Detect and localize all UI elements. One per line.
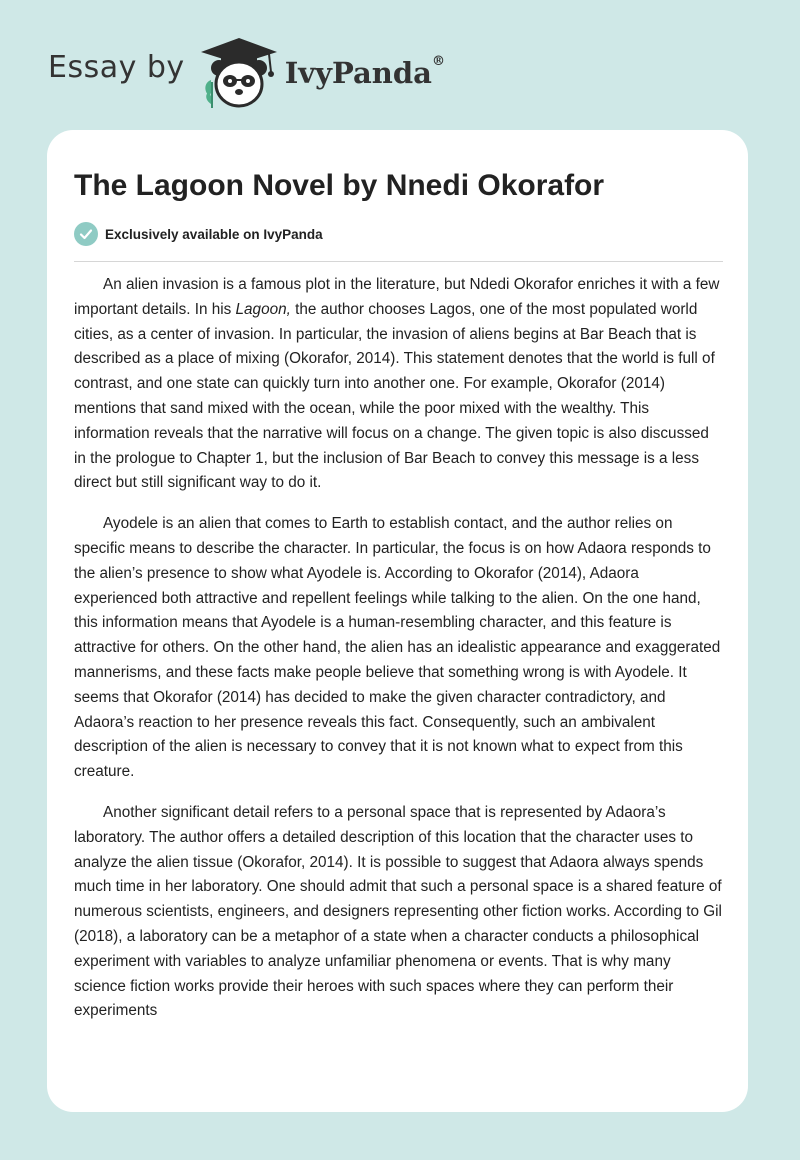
book-title: Lagoon,	[235, 300, 291, 318]
divider	[74, 261, 723, 262]
panda-graduate-icon	[199, 34, 279, 110]
registered-mark: ®	[431, 54, 445, 69]
check-circle-icon	[74, 222, 98, 246]
paragraph-2: Ayodele is an alien that comes to Earth to establish contact, and the author relies on specific means to describe the character. In particular, the focus is on how Adaora responds to the alien’s presence to show what Ayodele is. According to Okorafor (2014), Adaora experienced both attractive and repellent feelings while talking to the alien. On the one hand, this information means that Ayodele is a human-resembling character, and this feature is attractive for others. On the other hand, the alien has an idealistic appearance and exaggerated mannerisms, and these facts make people believe that something wrong is with Ayodele. It seems that Okorafor (2014) has decided to make the given character contradictory, and Adaora’s reaction to her presence reveals this fact. Consequently, such an ambivalent description of the alien is necessary to convey that it is not known what to expect from this creature.	[74, 515, 721, 781]
site-brand[interactable]	[48, 34, 508, 110]
paragraph-1: An alien invasion is a famous plot in the literature, but Ndedi Okorafor enriches it with a few important details. In his Lagoon, the author chooses Lagos, one of the most populated world cities, as a center of invasion. In particular, the invasion of aliens begins at Bar Beach that is described as a place of mixing (Okorafor, 2014). This statement denotes that the world is full of contrast, and one state can quickly turn into another one. For example, Okorafor (2014) mentions that sand mixed with the ocean, while the poor mixed with the wealthy. This information reveals that the narrative will focus on a change. The given topic is also discussed in the prologue to Chapter 1, but the inclusion of Bar Beach to convey this message is a less direct but still significant way to do it.	[74, 276, 720, 492]
badge-label: Exclusively available on IvyPanda	[105, 226, 323, 242]
essay-body	[74, 273, 724, 1040]
essay-card	[47, 130, 748, 1112]
brand-prefix: Essay by	[48, 49, 185, 85]
page-title: The Lagoon Novel by Nnedi Okorafor	[74, 169, 605, 202]
exclusive-badge	[74, 222, 323, 246]
paragraph-3: Another significant detail refers to a personal space that is represented by Adaora’s laboratory. The author offers a detailed description of this location that the character uses to analyze the alien tissue (Okorafor, 2014). It is possible to suggest that Adaora always spends much time in her laboratory. One should admit that such a personal space is a shared feature of numerous scientists, engineers, and designers representing other fiction works. According to Gil (2018), a laboratory can be a metaphor of a state when a character conducts a philosophical experiment with variables to analyze unfamiliar phenomena or events. That is why many science fiction works provide their heroes with such spaces where they can perform their experiments	[74, 803, 722, 1020]
brand-name: IvyPanda®	[284, 54, 445, 90]
